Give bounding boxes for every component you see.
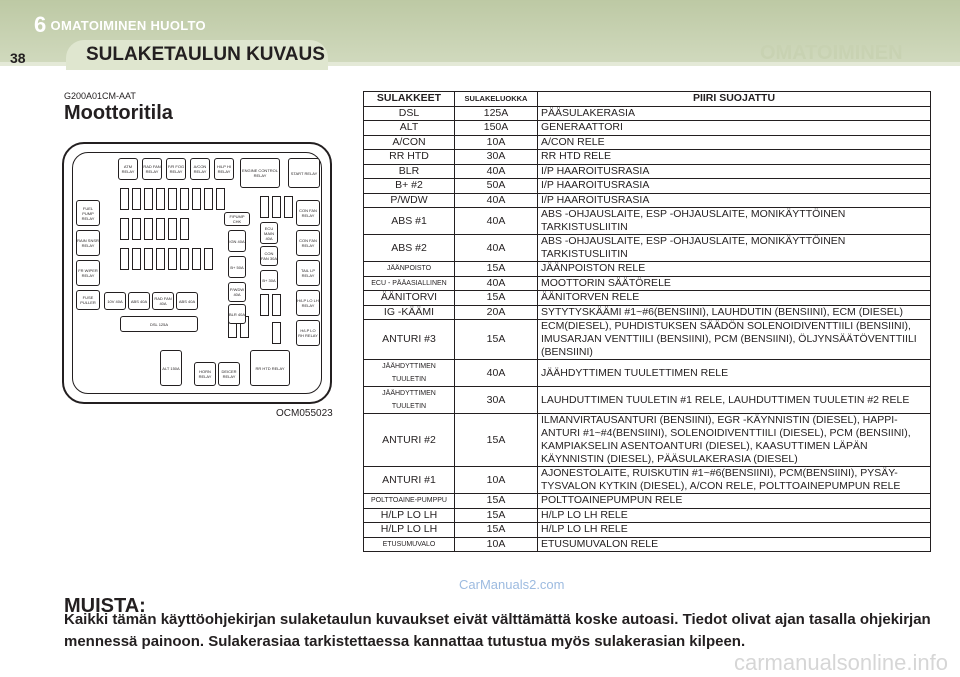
- con-fan-fuse: CON FAN 30A: [260, 246, 278, 266]
- fuse-puller: FUSE PULLER: [76, 290, 100, 310]
- fuse-rating: 10A: [455, 135, 538, 150]
- rad-fan-relay: RAD FAN RELAY: [142, 158, 162, 180]
- section-title: SULAKETAULUN KUVAUS: [86, 44, 325, 65]
- fuse-rating: 15A: [455, 494, 538, 509]
- abs-3-fuse: ABS 40A: [176, 292, 198, 310]
- note-heading: MUISTA:: [64, 595, 146, 617]
- fuse-rating: 10A: [455, 537, 538, 552]
- fuse-circuit: SYTYTYSKÄÄMI #1~#6(BENSIINI), LAUHDUTIN (BENSIINI), ECM (DIESEL): [538, 305, 931, 320]
- table-row: [364, 179, 931, 194]
- fuse-circuit: I/P HAAROITUSRASIA: [538, 164, 931, 179]
- page-number: 38: [10, 50, 26, 66]
- hlp-lo-lh-relay: H/LP LO LH RELAY: [296, 290, 320, 316]
- fuse-name: JÄÄHDYTTIMEN TUULETIN: [364, 360, 455, 387]
- rad-fan-fuse: RAD FAN 40A: [152, 292, 174, 310]
- fuse-circuit: PÄÄSULAKERASIA: [538, 106, 931, 121]
- mini-fuse: [156, 248, 165, 270]
- table-row: [364, 387, 931, 414]
- mini-fuse: [144, 248, 153, 270]
- site-watermark: carmanualsonline.info: [733, 650, 948, 675]
- fuse-name: DSL: [364, 106, 455, 121]
- fuse-name: B+ #2: [364, 179, 455, 194]
- mini-fuse: [216, 188, 225, 210]
- fuse-name: ECU - PÄÄASIALLINEN: [364, 276, 455, 291]
- table-row: [364, 164, 931, 179]
- mini-fuse: [192, 188, 201, 210]
- fuse-rating: 15A: [455, 523, 538, 538]
- table-row: [364, 106, 931, 121]
- table-row: [364, 276, 931, 291]
- mini-fuse: [260, 294, 269, 316]
- fuel-pump-relay: FUEL PUMP RELAY: [76, 200, 100, 226]
- fuse-rating: 30A: [455, 150, 538, 165]
- mini-fuse: [120, 248, 129, 270]
- fuse-circuit: H/LP LO LH RELE: [538, 508, 931, 523]
- fuse-rating: 15A: [455, 508, 538, 523]
- table-row: [364, 360, 931, 387]
- deicer-relay: DEICER RELAY: [218, 362, 240, 386]
- fuse-circuit: I/P HAAROITUSRASIA: [538, 193, 931, 208]
- mini-fuse: [272, 196, 281, 218]
- chapter-title: OMATOIMINEN HUOLTO: [50, 18, 206, 33]
- overlay-watermark: CarManuals2.com: [459, 577, 565, 592]
- rain-sensor-relay: RAIN SNSR RELAY: [76, 230, 100, 256]
- table-row: [364, 193, 931, 208]
- engine-control-relay: ENGINE CONTROL RELAY: [240, 158, 280, 188]
- mini-fuse: [132, 248, 141, 270]
- fuse-name: P/WDW: [364, 193, 455, 208]
- table-row: [364, 262, 931, 277]
- blr-fuse: BLR 40A: [228, 304, 246, 324]
- fuse-circuit: ECM(DIESEL), PUHDISTUKSEN SÄÄDÖN SOLENOIDIVENTTIILI (BENSIINI), IMUSARJAN VENTTIILI (BENSIINI), PCM (BENSIINI), ÖLJYNSÄÄTÖVENTTIILI (BENSIINI): [538, 320, 931, 360]
- hlp-lo-rh-relay: H/LP LO RH RELAY: [296, 320, 320, 346]
- header-fuse: SULAKKEET: [364, 92, 455, 107]
- fuse-table: [363, 91, 931, 552]
- figure-title: Moottoritila: [64, 102, 173, 124]
- fpump-check: F/PUMP CHK: [224, 212, 250, 226]
- mini-fuse: [156, 188, 165, 210]
- fuse-rating: 40A: [455, 208, 538, 235]
- mini-fuse: [132, 188, 141, 210]
- chapter-label: [34, 12, 206, 38]
- fuse-circuit: GENERAATTORI: [538, 121, 931, 136]
- fuse-rating: 10A: [455, 467, 538, 494]
- table-row: [364, 291, 931, 306]
- fuse-name: H/LP LO LH: [364, 523, 455, 538]
- figure-code: G200A01CM-AAT: [64, 91, 136, 101]
- mini-fuse: [180, 248, 189, 270]
- mini-fuse: [204, 248, 213, 270]
- fuse-rating: 40A: [455, 164, 538, 179]
- fuse-name: RR HTD: [364, 150, 455, 165]
- table-row: [364, 121, 931, 136]
- fuse-rating: 40A: [455, 193, 538, 208]
- fuse-rating: 15A: [455, 291, 538, 306]
- mini-fuse: [168, 218, 177, 240]
- fuse-circuit: POLTTOAINEPUMPUN RELE: [538, 494, 931, 509]
- fuse-rating: 40A: [455, 235, 538, 262]
- fuse-name: ANTURI #2: [364, 414, 455, 467]
- fuse-name: ABS #2: [364, 235, 455, 262]
- table-row: [364, 523, 931, 538]
- alt-fuse: ALT 150A: [160, 350, 182, 386]
- fuse-name: H/LP LO LH: [364, 508, 455, 523]
- mini-fuse: [144, 188, 153, 210]
- fuse-rating: 15A: [455, 414, 538, 467]
- mini-fuse: [272, 322, 281, 344]
- mini-fuse: [132, 218, 141, 240]
- p-wdw-fuse: P/WDW 40A: [228, 282, 246, 302]
- fuse-name: ABS #1: [364, 208, 455, 235]
- fuse-name: ANTURI #1: [364, 467, 455, 494]
- abs-1-fuse: 10V 40A: [104, 292, 126, 310]
- atm-relay: ATM RELAY: [118, 158, 138, 180]
- mini-fuse: [204, 188, 213, 210]
- fuse-name: A/CON: [364, 135, 455, 150]
- mini-fuse: [144, 218, 153, 240]
- fuse-rating: 20A: [455, 305, 538, 320]
- abs-2-fuse: ABS 40A: [128, 292, 150, 310]
- horn-relay: HORN RELAY: [194, 362, 216, 386]
- fuse-rating: 125A: [455, 106, 538, 121]
- fuse-rating: 150A: [455, 121, 538, 136]
- mini-fuse: [120, 188, 129, 210]
- fr-fog-relay: F/R FOG RELAY: [166, 158, 186, 180]
- fuse-name: POLTTOAINE-PUMPPU: [364, 494, 455, 509]
- fuse-name: JÄÄHDYTTIMEN TUULETIN: [364, 387, 455, 414]
- header-rating: SULAKELUOKKA: [455, 92, 538, 107]
- fuse-name: IG -KÄÄMI: [364, 305, 455, 320]
- figure-id: OCM055023: [276, 408, 333, 419]
- fuse-name: ÄÄNITORVI: [364, 291, 455, 306]
- ign-fuse: IGN 40A: [228, 230, 246, 252]
- mini-fuse: [120, 218, 129, 240]
- table-row: [364, 414, 931, 467]
- start-relay: START RELAY: [288, 158, 320, 188]
- fuse-circuit: H/LP LO LH RELE: [538, 523, 931, 538]
- fuse-circuit: ETUSUMUVALON RELE: [538, 537, 931, 552]
- header-circuit: PIIRI SUOJATTU: [538, 92, 931, 107]
- fuse-rating: 15A: [455, 262, 538, 277]
- fuse-name: JÄÄNPOISTO: [364, 262, 455, 277]
- fr-wiper-relay: FR WIPER RELAY: [76, 260, 100, 286]
- fuse-rating: 50A: [455, 179, 538, 194]
- fuse-circuit: ÄÄNITORVEN RELE: [538, 291, 931, 306]
- hlp-hi-relay: H/LP HI RELAY: [214, 158, 234, 180]
- fuse-circuit: AJONESTOLAITE, RUISKUTIN #1~#6(BENSIINI), PCM(BENSIINI), PYSÄY-TYSVALON KYTKIN (DIESEL), A/CON RELE, POLTTOAINEPUMPUN RELE: [538, 467, 931, 494]
- fuse-rating: 30A: [455, 387, 538, 414]
- table-row: [364, 508, 931, 523]
- mini-fuse: [168, 188, 177, 210]
- table-row: [364, 467, 931, 494]
- con-fan-relay-1: CON FAN RELAY: [296, 200, 320, 226]
- table-row: [364, 537, 931, 552]
- fuse-circuit: ABS -OHJAUSLAITE, ESP -OHJAUSLAITE, MONIKÄYTTÖINEN TARKISTUSLIITIN: [538, 235, 931, 262]
- mini-fuse: [168, 248, 177, 270]
- tail-lamp-relay: TAIL LP RELAY: [296, 260, 320, 286]
- fuse-name: BLR: [364, 164, 455, 179]
- fuse-name: ANTURI #3: [364, 320, 455, 360]
- fuse-circuit: JÄÄHDYTTIMEN TUULETTIMEN RELE: [538, 360, 931, 387]
- ecu-main-fuse: ECU MAIN 40A: [260, 222, 278, 244]
- fuse-name: ETUSUMUVALO: [364, 537, 455, 552]
- table-row: [364, 494, 931, 509]
- dsl-fuse: DSL 125A: [120, 316, 198, 332]
- mini-fuse: [180, 188, 189, 210]
- con-fan-relay-2: CON FAN RELAY: [296, 230, 320, 256]
- table-row: [364, 208, 931, 235]
- mini-fuse: [180, 218, 189, 240]
- fuse-rating: 40A: [455, 276, 538, 291]
- fuse-circuit: MOOTTORIN SÄÄTÖRELE: [538, 276, 931, 291]
- table-row: [364, 135, 931, 150]
- mini-fuse: [192, 248, 201, 270]
- fuse-rating: 40A: [455, 360, 538, 387]
- mini-fuse: [284, 196, 293, 218]
- table-row: [364, 320, 931, 360]
- b-plus-2-fuse: B+ 30A: [260, 270, 278, 290]
- fuse-circuit: RR HTD RELE: [538, 150, 931, 165]
- b-plus-fuse: B+ 50A: [228, 256, 246, 278]
- table-row: [364, 235, 931, 262]
- fuse-circuit: A/CON RELE: [538, 135, 931, 150]
- fuse-rating: 15A: [455, 320, 538, 360]
- acon-relay: A/CON RELAY: [190, 158, 210, 180]
- table-row: [364, 305, 931, 320]
- fuse-circuit: I/P HAAROITUSRASIA: [538, 179, 931, 194]
- mini-fuse: [272, 294, 281, 316]
- chapter-number: 6: [34, 12, 47, 37]
- fuse-circuit: LAUHDUTTIMEN TUULETIN #1 RELE, LAUHDUTTIMEN TUULETIN #2 RELE: [538, 387, 931, 414]
- ghost-heading: OMATOIMINEN: [760, 42, 903, 64]
- fuse-name: ALT: [364, 121, 455, 136]
- mini-fuse: [156, 218, 165, 240]
- table-header-row: [364, 92, 931, 107]
- fuse-box-diagram: [62, 142, 332, 404]
- fuse-circuit: ILMANVIRTAUSANTURI (BENSIINI), EGR -KÄYNNISTIN (DIESEL), HAPPI-ANTURI #1~#4(BENSIINI), SOLENOIDIVENTTIILI (DIESEL), PCM (BENSIINI), KAMPIAKSELIN ASENTOANTURI (DIESEL), KAASUTTIMEN LÄPÄN KÄYNNISTIN (DIESEL), PÄÄSULAKERASIA (DIESEL): [538, 414, 931, 467]
- fuse-circuit: JÄÄNPOISTON RELE: [538, 262, 931, 277]
- fuse-circuit: ABS -OHJAUSLAITE, ESP -OHJAUSLAITE, MONIKÄYTTÖINEN TARKISTUSLIITIN: [538, 208, 931, 235]
- table-row: [364, 150, 931, 165]
- note-text: Kaikki tämän käyttöohjekirjan sulaketaulun kuvaukset eivät välttämättä koske autoasi. Tiedot olivat ajan tasalla ohjekirjan mennessä painoon. Sulakerasiaa tarkistettaessa kannattaa tutustua myös sulakerasian kilpeen.: [64, 611, 931, 650]
- mini-fuse: [260, 196, 269, 218]
- rr-htd-relay: RR HTD RELAY: [250, 350, 290, 386]
